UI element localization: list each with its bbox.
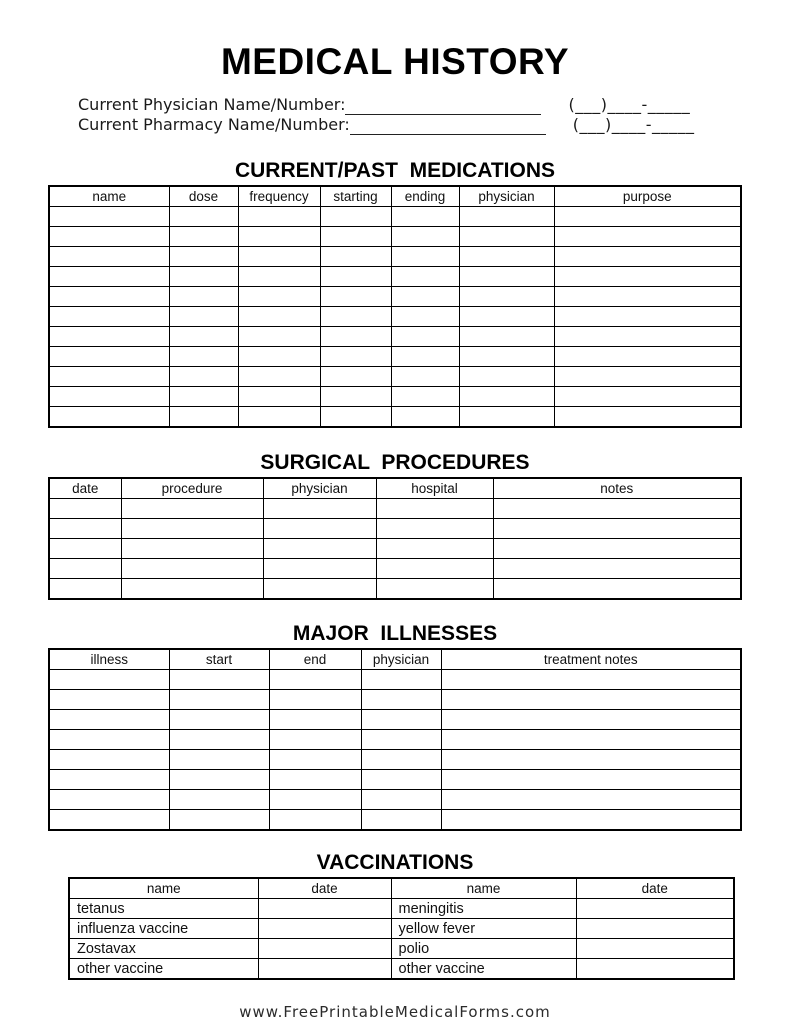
empty-form-cell [493, 559, 741, 579]
empty-form-cell [121, 579, 263, 600]
table-row [69, 959, 734, 980]
empty-form-cell [459, 347, 554, 367]
empty-form-cell [49, 207, 169, 227]
empty-form-cell [391, 287, 459, 307]
header-row [49, 186, 741, 207]
table-row [49, 710, 741, 730]
section-title-surgical: SURGICAL PROCEDURES [260, 451, 530, 474]
table-row [69, 899, 734, 919]
empty-form-cell [554, 227, 741, 247]
footer-url: www.FreePrintableMedicalForms.com [239, 1003, 551, 1021]
empty-form-cell [49, 790, 169, 810]
empty-form-cell [554, 347, 741, 367]
empty-form-cell [263, 519, 376, 539]
column-header: physician [361, 649, 441, 670]
empty-form-cell [320, 247, 391, 267]
empty-form-cell [441, 810, 741, 831]
empty-form-cell [441, 770, 741, 790]
table-row [49, 539, 741, 559]
empty-form-cell [169, 670, 269, 690]
empty-form-cell [169, 307, 238, 327]
empty-form-cell [391, 327, 459, 347]
empty-form-cell [49, 710, 169, 730]
empty-form-cell [554, 367, 741, 387]
empty-form-cell [493, 519, 741, 539]
empty-form-cell [459, 287, 554, 307]
empty-form-cell [361, 690, 441, 710]
header-row [49, 478, 741, 499]
empty-form-cell [361, 810, 441, 831]
column-header: frequency [238, 186, 320, 207]
empty-form-cell [493, 579, 741, 600]
empty-form-cell [441, 730, 741, 750]
empty-form-cell [441, 710, 741, 730]
table-row [49, 227, 741, 247]
table-row [49, 730, 741, 750]
table-row [49, 499, 741, 519]
empty-form-cell [49, 730, 169, 750]
surgical-procedures-table [48, 477, 742, 600]
empty-form-cell [320, 287, 391, 307]
empty-form-cell [459, 407, 554, 428]
physician-label: Current Physician Name/Number: [78, 95, 346, 114]
column-header: date [49, 478, 121, 499]
empty-form-cell [554, 387, 741, 407]
empty-form-cell [169, 367, 238, 387]
table-row [49, 287, 741, 307]
empty-form-cell [441, 750, 741, 770]
empty-form-cell [49, 327, 169, 347]
section-title-medications: CURRENT/PAST MEDICATIONS [234, 159, 556, 182]
empty-form-cell [320, 387, 391, 407]
empty-form-cell [49, 247, 169, 267]
empty-form-cell [361, 730, 441, 750]
empty-form-cell [269, 690, 361, 710]
physician-name-blank [345, 99, 541, 115]
empty-form-cell [269, 770, 361, 790]
empty-form-cell [361, 710, 441, 730]
empty-form-cell [238, 287, 320, 307]
column-header: physician [459, 186, 554, 207]
header-row [49, 649, 741, 670]
pharmacy-label: Current Pharmacy Name/Number: [78, 115, 350, 134]
empty-form-cell [49, 559, 121, 579]
empty-form-cell [441, 790, 741, 810]
empty-form-cell [49, 750, 169, 770]
empty-form-cell [320, 227, 391, 247]
empty-form-cell [121, 499, 263, 519]
vaccine-name-cell: other vaccine [391, 959, 576, 980]
empty-form-cell [169, 387, 238, 407]
empty-form-cell [49, 690, 169, 710]
empty-form-cell [169, 750, 269, 770]
empty-form-cell [376, 519, 493, 539]
empty-form-cell [49, 770, 169, 790]
empty-form-cell [554, 287, 741, 307]
empty-form-cell [376, 579, 493, 600]
empty-form-cell [554, 307, 741, 327]
column-header: start [169, 649, 269, 670]
physician-phone-blank: (___)____-_____ [568, 95, 691, 114]
vaccinations-table [68, 877, 735, 980]
column-header: name [69, 878, 258, 899]
column-header: notes [493, 478, 741, 499]
column-header: procedure [121, 478, 263, 499]
empty-form-cell [169, 790, 269, 810]
empty-form-cell [49, 539, 121, 559]
empty-form-cell [391, 407, 459, 428]
empty-form-cell [554, 327, 741, 347]
empty-form-cell [263, 559, 376, 579]
empty-form-cell [238, 247, 320, 267]
empty-form-cell [238, 267, 320, 287]
table-row [49, 407, 741, 428]
table-row [49, 387, 741, 407]
empty-form-cell [391, 247, 459, 267]
empty-form-cell [493, 499, 741, 519]
pharmacy-name-blank [350, 119, 546, 135]
empty-form-cell [554, 207, 741, 227]
empty-form-cell [391, 367, 459, 387]
section-title-illnesses: MAJOR ILLNESSES [292, 622, 498, 645]
table-row [49, 559, 741, 579]
column-header: illness [49, 649, 169, 670]
empty-form-cell [169, 227, 238, 247]
table-row [49, 367, 741, 387]
table-row [49, 579, 741, 600]
empty-form-cell [49, 307, 169, 327]
empty-form-cell [169, 810, 269, 831]
empty-form-cell [238, 387, 320, 407]
vaccine-name-cell: Zostavax [69, 939, 258, 959]
table-row [49, 207, 741, 227]
empty-form-cell [441, 670, 741, 690]
empty-form-cell [258, 899, 391, 919]
column-header: starting [320, 186, 391, 207]
pharmacy-line [78, 115, 790, 135]
table-row [49, 267, 741, 287]
empty-form-cell [441, 690, 741, 710]
table-row [49, 810, 741, 831]
empty-form-cell [320, 407, 391, 428]
empty-form-cell [576, 939, 734, 959]
empty-form-cell [554, 407, 741, 428]
empty-form-cell [238, 407, 320, 428]
empty-form-cell [391, 267, 459, 287]
empty-form-cell [391, 387, 459, 407]
column-header: treatment notes [441, 649, 741, 670]
empty-form-cell [49, 227, 169, 247]
empty-form-cell [391, 347, 459, 367]
table-row [49, 750, 741, 770]
empty-form-cell [269, 790, 361, 810]
empty-form-cell [263, 579, 376, 600]
empty-form-cell [169, 287, 238, 307]
column-header: name [49, 186, 169, 207]
empty-form-cell [121, 559, 263, 579]
empty-form-cell [238, 327, 320, 347]
column-header: physician [263, 478, 376, 499]
empty-form-cell [493, 539, 741, 559]
empty-form-cell [459, 307, 554, 327]
empty-form-cell [459, 207, 554, 227]
empty-form-cell [376, 559, 493, 579]
empty-form-cell [169, 347, 238, 367]
empty-form-cell [49, 579, 121, 600]
vaccine-name-cell: meningitis [391, 899, 576, 919]
table-row [69, 939, 734, 959]
empty-form-cell [263, 499, 376, 519]
empty-form-cell [121, 539, 263, 559]
empty-form-cell [576, 919, 734, 939]
page-title: MEDICAL HISTORY [220, 41, 570, 82]
vaccine-name-cell: influenza vaccine [69, 919, 258, 939]
empty-form-cell [238, 207, 320, 227]
column-header: ending [391, 186, 459, 207]
empty-form-cell [238, 367, 320, 387]
empty-form-cell [459, 387, 554, 407]
empty-form-cell [376, 539, 493, 559]
table-row [49, 790, 741, 810]
empty-form-cell [49, 499, 121, 519]
medications-table [48, 185, 742, 428]
table-row [49, 770, 741, 790]
empty-form-cell [269, 730, 361, 750]
column-header: hospital [376, 478, 493, 499]
empty-form-cell [391, 227, 459, 247]
column-header: end [269, 649, 361, 670]
empty-form-cell [238, 347, 320, 367]
major-illnesses-table [48, 648, 742, 831]
column-header: date [576, 878, 734, 899]
empty-form-cell [49, 519, 121, 539]
empty-form-cell [169, 770, 269, 790]
empty-form-cell [320, 207, 391, 227]
empty-form-cell [361, 750, 441, 770]
empty-form-cell [376, 499, 493, 519]
empty-form-cell [554, 267, 741, 287]
section-title-vaccinations: VACCINATIONS [316, 851, 474, 874]
empty-form-cell [459, 247, 554, 267]
empty-form-cell [258, 919, 391, 939]
table-row [49, 247, 741, 267]
header-row [69, 878, 734, 899]
table-row [49, 307, 741, 327]
empty-form-cell [361, 790, 441, 810]
column-header: date [258, 878, 391, 899]
column-header: name [391, 878, 576, 899]
empty-form-cell [554, 247, 741, 267]
empty-form-cell [169, 730, 269, 750]
empty-form-cell [263, 539, 376, 559]
table-row [49, 670, 741, 690]
table-row [69, 919, 734, 939]
table-row [49, 690, 741, 710]
empty-form-cell [391, 207, 459, 227]
empty-form-cell [169, 690, 269, 710]
empty-form-cell [238, 307, 320, 327]
empty-form-cell [169, 327, 238, 347]
empty-form-cell [269, 670, 361, 690]
empty-form-cell [169, 710, 269, 730]
column-header: dose [169, 186, 238, 207]
empty-form-cell [49, 387, 169, 407]
empty-form-cell [576, 959, 734, 980]
empty-form-cell [391, 307, 459, 327]
table-row [49, 327, 741, 347]
empty-form-cell [320, 327, 391, 347]
empty-form-cell [269, 810, 361, 831]
empty-form-cell [49, 367, 169, 387]
empty-form-cell [320, 367, 391, 387]
vaccine-name-cell: yellow fever [391, 919, 576, 939]
empty-form-cell [49, 810, 169, 831]
empty-form-cell [320, 347, 391, 367]
vaccine-name-cell: polio [391, 939, 576, 959]
empty-form-cell [169, 407, 238, 428]
empty-form-cell [459, 267, 554, 287]
empty-form-cell [576, 899, 734, 919]
empty-form-cell [258, 939, 391, 959]
empty-form-cell [169, 207, 238, 227]
pharmacy-phone-blank: (___)____-_____ [572, 115, 695, 134]
table-row [49, 347, 741, 367]
empty-form-cell [320, 267, 391, 287]
empty-form-cell [238, 227, 320, 247]
empty-form-cell [459, 327, 554, 347]
empty-form-cell [49, 670, 169, 690]
empty-form-cell [459, 227, 554, 247]
empty-form-cell [361, 770, 441, 790]
empty-form-cell [361, 670, 441, 690]
table-row [49, 519, 741, 539]
empty-form-cell [121, 519, 263, 539]
empty-form-cell [49, 407, 169, 428]
empty-form-cell [320, 307, 391, 327]
empty-form-cell [49, 347, 169, 367]
empty-form-cell [459, 367, 554, 387]
empty-form-cell [169, 247, 238, 267]
empty-form-cell [258, 959, 391, 980]
empty-form-cell [49, 267, 169, 287]
empty-form-cell [169, 267, 238, 287]
empty-form-cell [49, 287, 169, 307]
empty-form-cell [269, 710, 361, 730]
vaccine-name-cell: other vaccine [69, 959, 258, 980]
physician-line [78, 95, 790, 115]
column-header: purpose [554, 186, 741, 207]
empty-form-cell [269, 750, 361, 770]
vaccine-name-cell: tetanus [69, 899, 258, 919]
contact-fields [78, 95, 790, 135]
